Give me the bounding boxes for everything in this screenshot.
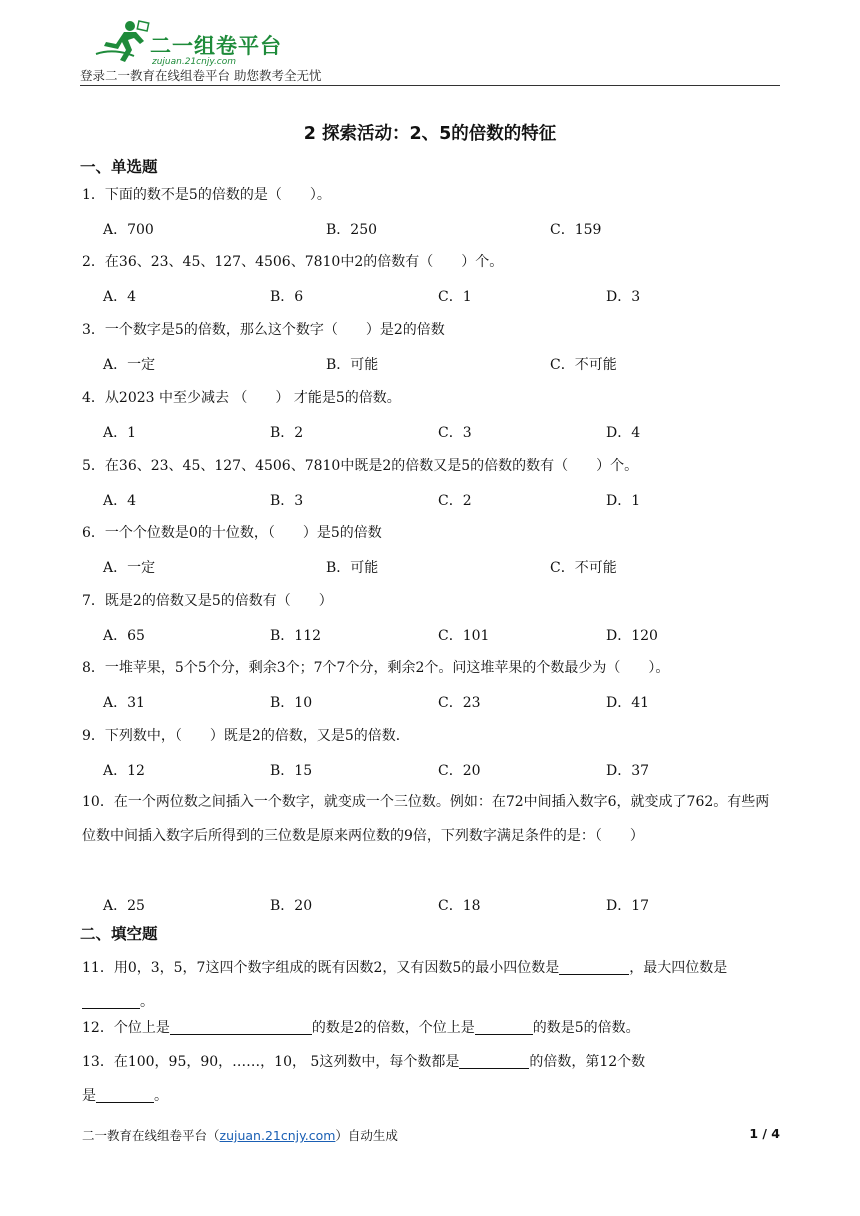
option[interactable]: B．可能	[326, 560, 379, 576]
question-3-options	[0, 354, 860, 374]
logo-title: 二一组卷平台	[150, 34, 282, 58]
option[interactable]: D．17	[606, 898, 650, 914]
option[interactable]: C．2	[438, 493, 472, 509]
section-heading-single-choice: 一、单选题	[80, 158, 158, 176]
option[interactable]: C．3	[438, 425, 472, 441]
answer-blank[interactable]	[475, 1018, 533, 1035]
question-10-options	[0, 895, 860, 915]
option[interactable]: D．41	[606, 695, 650, 711]
question-4-options	[0, 422, 860, 442]
option[interactable]: C．159	[550, 222, 602, 238]
question-7-stem: 7．既是2的倍数又是5的倍数有（ ）	[82, 593, 333, 609]
option[interactable]: D．1	[606, 493, 641, 509]
answer-blank[interactable]	[82, 992, 140, 1009]
footer-source: 二一教育在线组卷平台（zujuan.21cnjy.com）自动生成	[82, 1128, 398, 1143]
question-11-stem: 11．用0，3，5，7这四个数字组成的既有因数2，又有因数5的最小四位数是 ，最大四位数是。	[82, 960, 728, 1010]
answer-blank[interactable]	[96, 1086, 154, 1103]
answer-blank[interactable]	[459, 1052, 529, 1069]
footer-link[interactable]: zujuan.21cnjy.com	[219, 1128, 336, 1143]
question-6-stem: 6．一个个位数是0的十位数，（ ）是5的倍数	[82, 525, 382, 541]
section-heading-fill-in: 二、填空题	[80, 925, 158, 943]
option[interactable]: A．4	[103, 289, 137, 305]
option[interactable]: D．4	[606, 425, 641, 441]
option[interactable]: B．10	[270, 695, 313, 711]
question-5-stem: 5．在36、23、45、127、4506、7810中既是2的倍数又是5的倍数的数有（ ）个。	[82, 458, 639, 474]
option[interactable]: C．不可能	[550, 560, 617, 576]
page-number: 1 / 4	[749, 1126, 780, 1141]
question-13-stem-line2: 是 。	[82, 1088, 168, 1104]
question-12-stem: 12．个位上是 的数是2的倍数，个位上是 的数是5的倍数。	[82, 1020, 640, 1036]
question-5-options	[0, 490, 860, 510]
question-8-stem: 8．一堆苹果，5个5个分，剩余3个；7个7个分，剩余2个。问这堆苹果的个数最少为（ ）。	[82, 660, 670, 676]
option[interactable]: C．18	[438, 898, 481, 914]
logo	[94, 18, 294, 66]
option[interactable]: C．20	[438, 763, 481, 779]
option[interactable]: B．可能	[326, 357, 379, 373]
option[interactable]: C．1	[438, 289, 472, 305]
option[interactable]: B．15	[270, 763, 313, 779]
option[interactable]: B．2	[270, 425, 304, 441]
option[interactable]: C．101	[438, 628, 490, 644]
question-4-stem: 4．从2023 中至少减去 （ ） 才能是5的倍数。	[82, 390, 401, 406]
option[interactable]: A．700	[103, 222, 154, 238]
page-header	[80, 18, 780, 88]
question-7-options	[0, 625, 860, 645]
question-9-stem: 9．下列数中，（ ）既是2的倍数，又是5的倍数．	[82, 728, 410, 744]
option[interactable]: B．112	[270, 628, 322, 644]
option[interactable]: B．250	[326, 222, 378, 238]
option[interactable]: A．12	[103, 763, 145, 779]
option[interactable]: A．一定	[103, 357, 156, 373]
option[interactable]: A．31	[103, 695, 145, 711]
option[interactable]: A．25	[103, 898, 145, 914]
option[interactable]: D．3	[606, 289, 641, 305]
runner-logo-icon	[94, 18, 150, 64]
question-10-stem: 10．在一个两位数之间插入一个数字，就变成一个三位数。例如：在72中间插入数字6，就变成了762。有些两位数中间插入数字后所得到的三位数是原来两位数的9倍，下列数字满足条件的是：（ ）	[82, 794, 770, 844]
question-2-options	[0, 286, 860, 306]
question-2-stem: 2．在36、23、45、127、4506、7810中2的倍数有（ ）个。	[82, 254, 504, 270]
option[interactable]: B．6	[270, 289, 304, 305]
question-6-options	[0, 557, 860, 577]
option[interactable]: C．不可能	[550, 357, 617, 373]
answer-blank[interactable]	[170, 1018, 312, 1035]
header-divider	[80, 85, 780, 86]
option[interactable]: C．23	[438, 695, 481, 711]
logo-subtitle: zujuan.21cnjy.com	[152, 57, 237, 67]
answer-blank[interactable]	[559, 958, 629, 975]
question-8-options	[0, 692, 860, 712]
question-3-stem: 3．一个数字是5的倍数，那么这个数字（ ）是2的倍数	[82, 322, 445, 338]
option[interactable]: A．1	[103, 425, 137, 441]
option[interactable]: A．4	[103, 493, 137, 509]
option[interactable]: D．120	[606, 628, 658, 644]
question-1-stem: 1．下面的数不是5的倍数的是（ ）。	[82, 187, 331, 203]
document-title: 2 探索活动：2、5的倍数的特征	[303, 124, 557, 144]
option[interactable]: D．37	[606, 763, 650, 779]
header-slogan: 登录二一教育在线组卷平台 助您教考全无忧	[80, 68, 322, 83]
question-13-stem: 13．在100，95，90，……，10， 5这列数中，每个数都是 的倍数，第12个数	[82, 1054, 646, 1070]
question-9-options	[0, 760, 860, 780]
option[interactable]: B．20	[270, 898, 313, 914]
option[interactable]: B．3	[270, 493, 304, 509]
option[interactable]: A．65	[103, 628, 145, 644]
option[interactable]: A．一定	[103, 560, 156, 576]
question-1-options	[0, 219, 860, 239]
